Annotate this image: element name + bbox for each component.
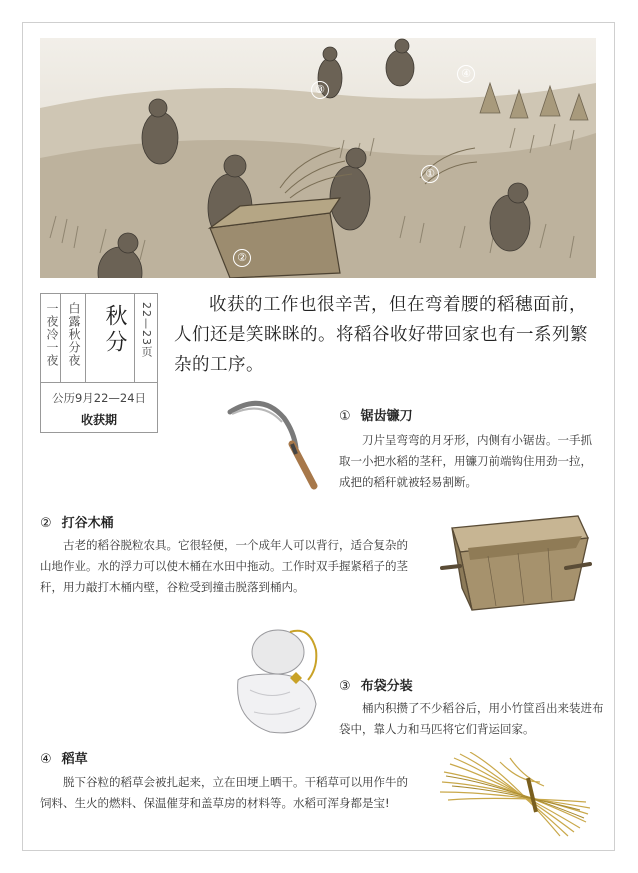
cloth-bags-image [230, 620, 330, 740]
term-box-divider [134, 294, 135, 382]
term-date: 公历9月22—24日 [51, 391, 147, 405]
section-3-number: ③ [339, 679, 351, 694]
term-phrase-b: 一夜冷一夜 [45, 302, 59, 367]
marker-1: ① [421, 165, 439, 183]
straw-bundle-image [440, 752, 590, 837]
section-1-title-text: 锯齿镰刀 [360, 409, 413, 424]
section-4-number: ④ [40, 752, 52, 767]
term-name: 秋分 [102, 304, 127, 356]
term-period: 收获期 [80, 413, 117, 427]
section-1-number: ① [339, 409, 351, 424]
section-2-body: 古老的稻谷脱粒农具。它很轻便，一个成年人可以背行，适合复杂的山地作业。水的浮力可以使木桶在水田中拖动。工作时双手握紧稻子的茎秆，用力敲打木桶内壁，谷粒受到撞击脱落到桶内。 [40, 538, 408, 594]
section-4-body: 脱下谷粒的稻草会被扎起来，立在田埂上晒干。干稻草可以用作牛的饲料、生火的燃料、保温催芽和盖草房的材料等。水稻可浑身都是宝! [40, 775, 408, 810]
section-1-body: 刀片呈弯弯的月牙形，内侧有小锯齿。一手抓取一小把水稻的茎秆，用镰刀前端钩住用劲一拉，成把的稻秆就被轻易割断。 [339, 433, 592, 489]
term-phrase-a: 白露秋分夜 [67, 302, 81, 367]
intro-paragraph: 收获的工作也很辛苦，但在弯着腰的稻穗面前，人们还是笑眯眯的。将稻谷收好带回家也有一系列繁杂的工序。 [174, 295, 588, 375]
term-pages: 22—23页 [140, 302, 153, 358]
term-box-divider [41, 382, 157, 383]
wooden-tub-image [438, 508, 594, 618]
section-4-title-text: 稻草 [61, 752, 88, 767]
marker-2: ② [233, 249, 251, 267]
solar-term-box [40, 293, 158, 433]
marker-3: ③ [311, 81, 329, 99]
section-1-title [339, 405, 413, 424]
section-4-title [40, 748, 88, 767]
harvest-scene-drawing [40, 38, 596, 278]
section-2-title [40, 512, 114, 531]
sickle-image [222, 398, 320, 490]
section-3-body: 桶内积攒了不少稻谷后，用小竹筐舀出来装进布袋中，靠人力和马匹将它们背运回家。 [339, 701, 604, 736]
marker-4: ④ [457, 65, 475, 83]
section-2-title-text: 打谷木桶 [61, 516, 114, 531]
section-3-title [339, 675, 413, 694]
section-2-number: ② [40, 516, 52, 531]
harvest-illustration [40, 38, 596, 278]
term-box-divider [85, 294, 86, 382]
section-3-title-text: 布袋分装 [360, 679, 413, 694]
